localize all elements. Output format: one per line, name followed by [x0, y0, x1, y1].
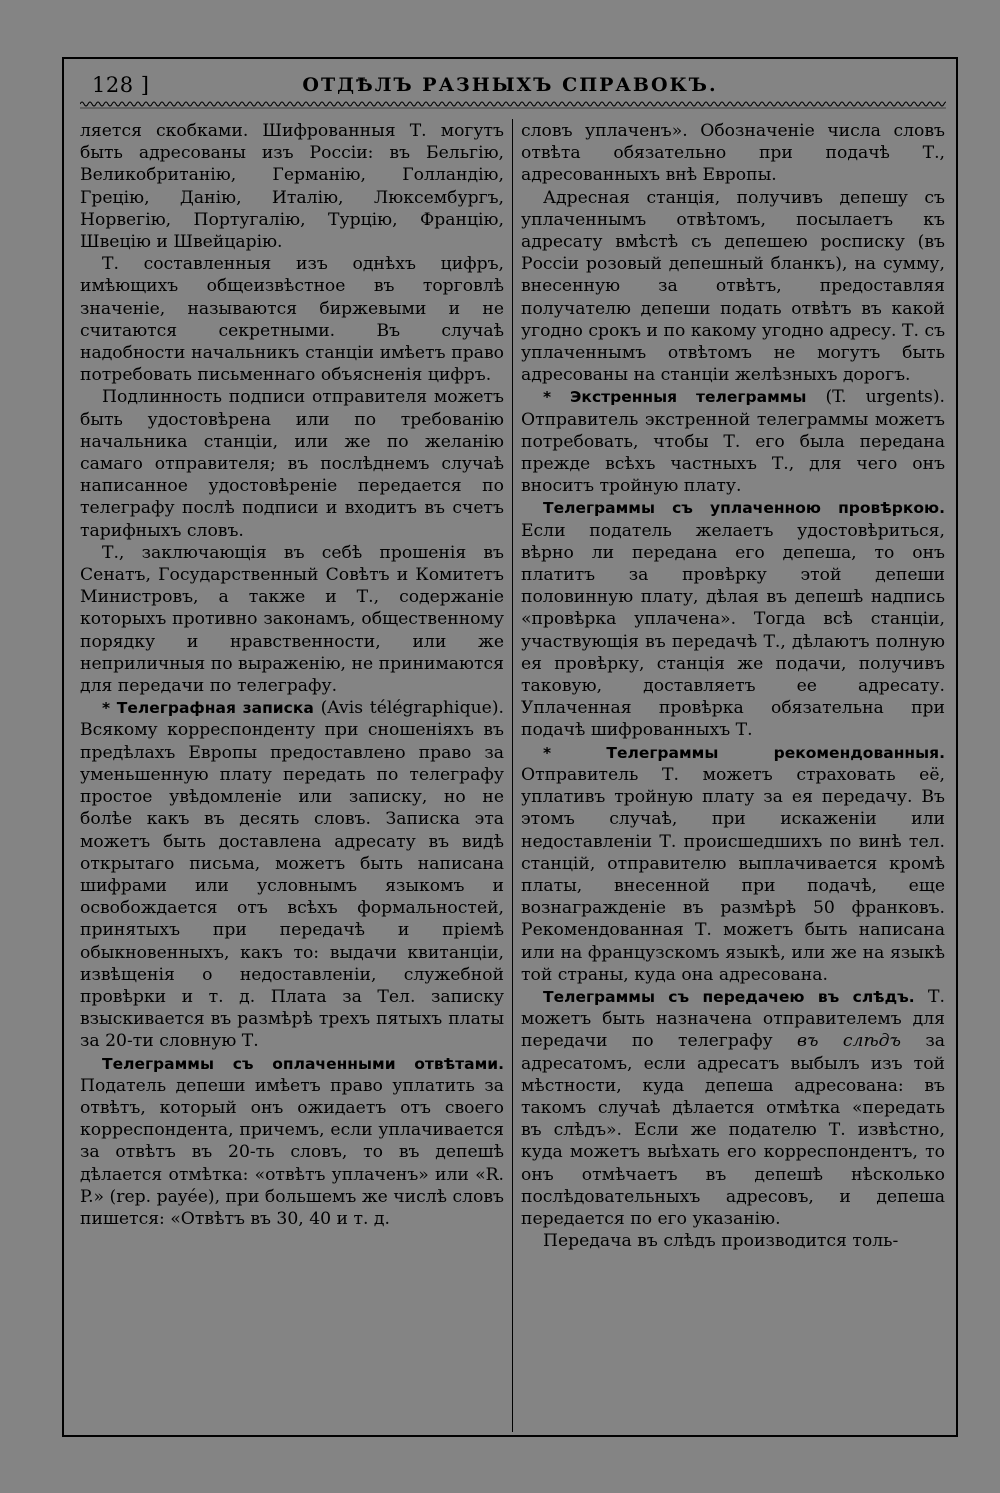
right-column: [521, 120, 945, 1252]
paragraph-heading: Телеграммы съ уплаченною провѣркою.: [543, 499, 945, 518]
column-divider: [512, 119, 513, 1432]
paragraph-text: (T. urgents). Отправитель экстренной телеграммы можетъ потребовать, чтобы Т. его была передана прежде всѣхъ частныхъ Т., для чего онъ вноситъ тройную плату.: [521, 387, 945, 497]
paragraph-text: Т. можетъ быть назначена отправителемъ для передачи по телеграфу: [521, 986, 945, 1052]
italic-text: въ слѣдъ: [797, 1031, 901, 1052]
paragraph-text: (Avis télégraphique). Всякому корреспонденту при сношеніяхъ въ предѣлахъ Европы предоставлено право за уменьшенную плату передать по телеграфу простое увѣдомленіе или записку, но не болѣе какъ въ десять словъ. Записка эта можетъ быть доставлена адресату въ видѣ открытаго письма, можетъ быть написана шифрами или условнымъ языкомъ и освобождается отъ всѣхъ формальностей, принятыхъ при передачѣ и пріемѣ обыкновенныхъ, какъ то: выдачи квитанціи, извѣщенія о недоставленіи, служебной провѣрки и т. д. Плата за Тел. записку взыскивается въ размѣрѣ трехъ пятыхъ платы за 20-ти словную Т.: [80, 698, 504, 1052]
paragraph: [80, 386, 504, 541]
paragraph-text: словъ уплаченъ». Обозначеніе числа словъ отвѣта обязательно при подачѣ Т., адресованныхъ внѣ Европы.: [521, 121, 945, 186]
paragraph-heading: Телеграммы съ оплаченными отвѣтами.: [102, 1054, 504, 1073]
paragraph-text: Если податель желаетъ удостовѣриться, вѣрно ли передана его депеша, то онъ платитъ за провѣрку этой депеши половинную плату, дѣлая въ депешѣ надпись «провѣрка уплачена». Тогда всѣ станціи, участвующія въ передачѣ Т., дѣлаютъ полную ея провѣрку, станція же подачи, получивъ таковую, доставляетъ ее адресату. Уплаченная провѣрка обязательна при подачѣ шифрованныхъ Т.: [521, 520, 945, 741]
paragraph: [521, 742, 945, 986]
paragraph: [80, 253, 504, 386]
paragraph: [80, 120, 504, 253]
paragraph: [521, 120, 945, 187]
page-frame: [62, 57, 958, 1437]
paragraph: [521, 187, 945, 387]
page-header: [64, 59, 956, 103]
paragraph: [521, 986, 945, 1230]
left-column: [80, 120, 504, 1230]
paragraph: [80, 697, 504, 1052]
paragraph: [80, 1053, 504, 1231]
paragraph-text: Адресная станція, получивъ депешу съ уплаченнымъ отвѣтомъ, посылаетъ къ адресату вмѣстѣ съ депешею росписку (въ Россіи розовый депешный бланкъ), на сумму, внесенную за отвѣтъ, предоставляя получателю депеши подать отвѣтъ въ какой угодно срокъ и по какому угодно адресу. Т. съ уплаченнымъ отвѣтомъ не могутъ быть адресованы на станціи желѣзныхъ дорогъ.: [521, 187, 945, 386]
paragraph: [521, 497, 945, 741]
paragraph-text: Передача въ слѣдъ производится толь-: [543, 1231, 899, 1252]
paragraph: [80, 542, 504, 697]
paragraph-heading: Телеграммы съ передачею въ слѣдъ.: [543, 987, 915, 1006]
paragraph-heading: * Экстренныя телеграммы: [543, 388, 807, 407]
paragraph-heading: * Телеграммы рекомендованныя.: [543, 743, 945, 762]
paragraph-text: Податель депеши имѣетъ право уплатить за отвѣтъ, который онъ ожидаетъ отъ своего корреспондента, причемъ, если уплачивается за отвѣтъ въ 20-ть словъ, то въ депешѣ дѣлается отмѣтка: «отвѣтъ уплаченъ» или «R. P.» (rep. payée), при большемъ же числѣ словъ пишется: «Отвѣтъ въ 30, 40 и т. д.: [80, 1075, 504, 1229]
paragraph-text: Т., заключающія въ себѣ прошенія въ Сенатъ, Государственный Совѣтъ и Комитетъ Министровъ, а также и Т., содержаніе которыхъ противно законамъ, общественному порядку и нравственности, или же неприличныя по выраженію, не принимаются для передачи по телеграфу.: [80, 542, 504, 697]
running-head: ОТДѢЛЪ РАЗНЫХЪ СПРАВОКЪ.: [302, 74, 718, 96]
wavy-rule: [80, 99, 946, 109]
paragraph-text: Подлинность подписи отправителя можетъ быть удостовѣрена или по требованію начальника станціи, или же по желанію самаго отправителя; въ послѣднемъ случаѣ написанное удостовѣреніе передается по телеграфу послѣ подписи и входитъ въ счетъ тарифныхъ словъ.: [80, 387, 504, 541]
paragraph-text: ляется скобками. Шифрованныя Т. могутъ быть адресованы изъ Россіи: въ Бельгію, Великобританію, Германію, Голландію, Грецію, Данію, Италію, Люксембургъ, Норвегію, Португалію, Турцію, Францію, Швецію и Швейцарію.: [80, 121, 504, 253]
paragraph-heading: * Телеграфная записка: [102, 699, 314, 718]
paragraph-text: Отправитель Т. можетъ страховать её, уплативъ тройную плату за ея передачу. Въ этомъ случаѣ, при искаженіи или недоставленіи Т. происшедшихъ по винѣ тел. станцій, отправителю выплачивается кромѣ платы, внесенной при подачѣ, еще вознагражденіе въ размѣрѣ 50 франковъ. Рекомендованная Т. можетъ быть написана или на французскомъ языкѣ, или же на языкѣ той страны, куда она адресована.: [521, 764, 945, 985]
page-number: 128 ]: [92, 73, 150, 97]
paragraph-text: Т. составленныя изъ однѣхъ цифръ, имѣющихъ общеизвѣстное въ торговлѣ значеніе, называются биржевыми и не считаются секретными. Въ случаѣ надобности начальникъ станціи имѣетъ право потребовать письменнаго объясненія цифръ.: [80, 254, 504, 386]
paragraph-text: за адресатомъ, если адресатъ выбылъ изъ той мѣстности, куда депеша адресована: въ такомъ случаѣ дѣлается отмѣтка «передать въ слѣдъ». Если же подателю Т. извѣстно, куда можетъ выѣхать его корреспондентъ, то онъ отмѣчаетъ въ депешѣ нѣсколько послѣдовательныхъ адресовъ, и депеша передается по его указанію.: [521, 1031, 945, 1229]
paragraph: [521, 1230, 945, 1252]
paragraph: [521, 386, 945, 497]
